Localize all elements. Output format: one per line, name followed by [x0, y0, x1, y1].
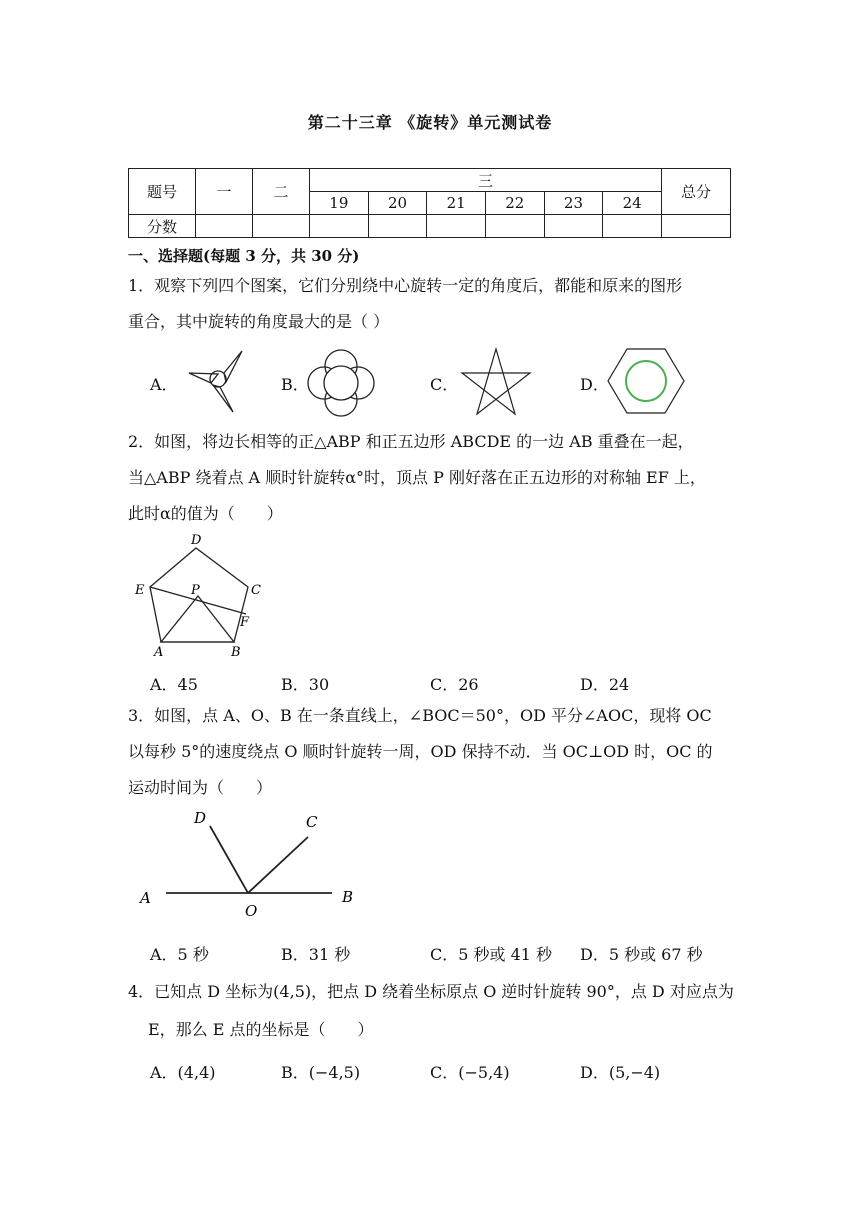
score-cell: [368, 215, 427, 238]
q1-option-b: B．: [281, 375, 309, 394]
pentagon-triangle-figure: [128, 532, 268, 660]
header-er: 二: [253, 169, 310, 215]
score-cell: [485, 215, 544, 238]
q2-option-b: B．30: [281, 675, 330, 694]
label-a: A: [140, 889, 151, 907]
q2-option-d: D．24: [580, 675, 630, 694]
four-petal-figure: [305, 347, 377, 419]
q2-option-a: A．45: [150, 675, 198, 694]
q4-option-c: C．(−5,4): [430, 1063, 510, 1082]
label-a: A: [154, 645, 164, 660]
label-f: F: [240, 615, 250, 630]
num-20: 20: [368, 192, 427, 215]
label-o: O: [245, 902, 258, 920]
q3-option-d: D．5 秒或 67 秒: [580, 945, 703, 964]
score-table: [128, 168, 731, 238]
num-21: 21: [427, 192, 486, 215]
label-d: D: [191, 533, 202, 548]
q1-line1: 1．观察下列四个图案，它们分别绕中心旋转一定的角度后，都能和原来的图形: [128, 276, 683, 295]
q4-option-d: D．(5,−4): [580, 1063, 661, 1082]
num-22: 22: [485, 192, 544, 215]
q3-option-b: B．31 秒: [281, 945, 351, 964]
score-cell: [427, 215, 486, 238]
label-c: C: [251, 583, 261, 598]
num-24: 24: [603, 192, 662, 215]
q1-option-d: D．: [580, 375, 609, 394]
q3-line3: 运动时间为（ ）: [128, 778, 273, 797]
score-cell: [196, 215, 253, 238]
header-zongfen: 总分: [662, 169, 731, 215]
label-b: B: [231, 645, 241, 660]
q3-line1: 3．如图，点 A、O、B 在一条直线上，∠BOC＝50°，OD 平分∠AOC，现将 OC: [128, 706, 712, 725]
q4-option-a: A．(4,4): [150, 1063, 216, 1082]
label-e: E: [135, 583, 145, 598]
label-d: D: [194, 809, 207, 827]
q1-line2: 重合，其中旋转的角度最大的是（ ）: [128, 312, 390, 331]
score-cell: [544, 215, 603, 238]
q3-option-c: C．5 秒或 41 秒: [430, 945, 553, 964]
score-cell: [253, 215, 310, 238]
label-p: P: [191, 583, 200, 598]
num-19: 19: [310, 192, 369, 215]
q2-line1: 2．如图，将边长相等的正△ABP 和正五边形 ABCDE 的一边 AB 重叠在一起，: [128, 432, 694, 451]
label-b: B: [342, 888, 354, 906]
q4-line2: E，那么 E 点的坐标是（ ）: [148, 1020, 374, 1039]
q3-line2: 以每秒 5°的速度绕点 O 顺时针旋转一周，OD 保持不动．当 OC⊥OD 时，OC 的: [128, 742, 713, 761]
angle-figure: [128, 806, 368, 922]
q2-line3: 此时α的值为（ ）: [128, 504, 283, 523]
num-23: 23: [544, 192, 603, 215]
header-yi: 一: [196, 169, 253, 215]
hexagon-circle-figure: [605, 346, 687, 416]
score-cell: [310, 215, 369, 238]
q1-option-a: A．: [150, 375, 178, 394]
header-fenshu: 分数: [129, 215, 196, 238]
page-title: 第二十三章 《旋转》单元测试卷: [307, 113, 553, 132]
score-cell: [603, 215, 662, 238]
score-cell: [662, 215, 731, 238]
star-figure: [456, 346, 536, 418]
q4-line1: 4．已知点 D 坐标为(4,5)，把点 D 绕着坐标原点 O 逆时针旋转 90°，点 D 对应点为: [128, 982, 734, 1001]
q2-option-c: C．26: [430, 675, 479, 694]
header-san: 三: [310, 169, 662, 192]
q1-option-c: C．: [430, 375, 459, 394]
header-tihao: 题号: [129, 169, 196, 215]
q4-option-b: B．(−4,5): [281, 1063, 361, 1082]
pinwheel-figure: [180, 346, 250, 416]
q2-line2: 当△ABP 绕着点 A 顺时针旋转α°时，顶点 P 刚好落在正五边形的对称轴 EF 上，: [128, 468, 706, 487]
q3-option-a: A．5 秒: [150, 945, 209, 964]
section-heading: 一、选择题(每题 3 分，共 30 分): [128, 247, 360, 265]
label-c: C: [306, 813, 318, 831]
